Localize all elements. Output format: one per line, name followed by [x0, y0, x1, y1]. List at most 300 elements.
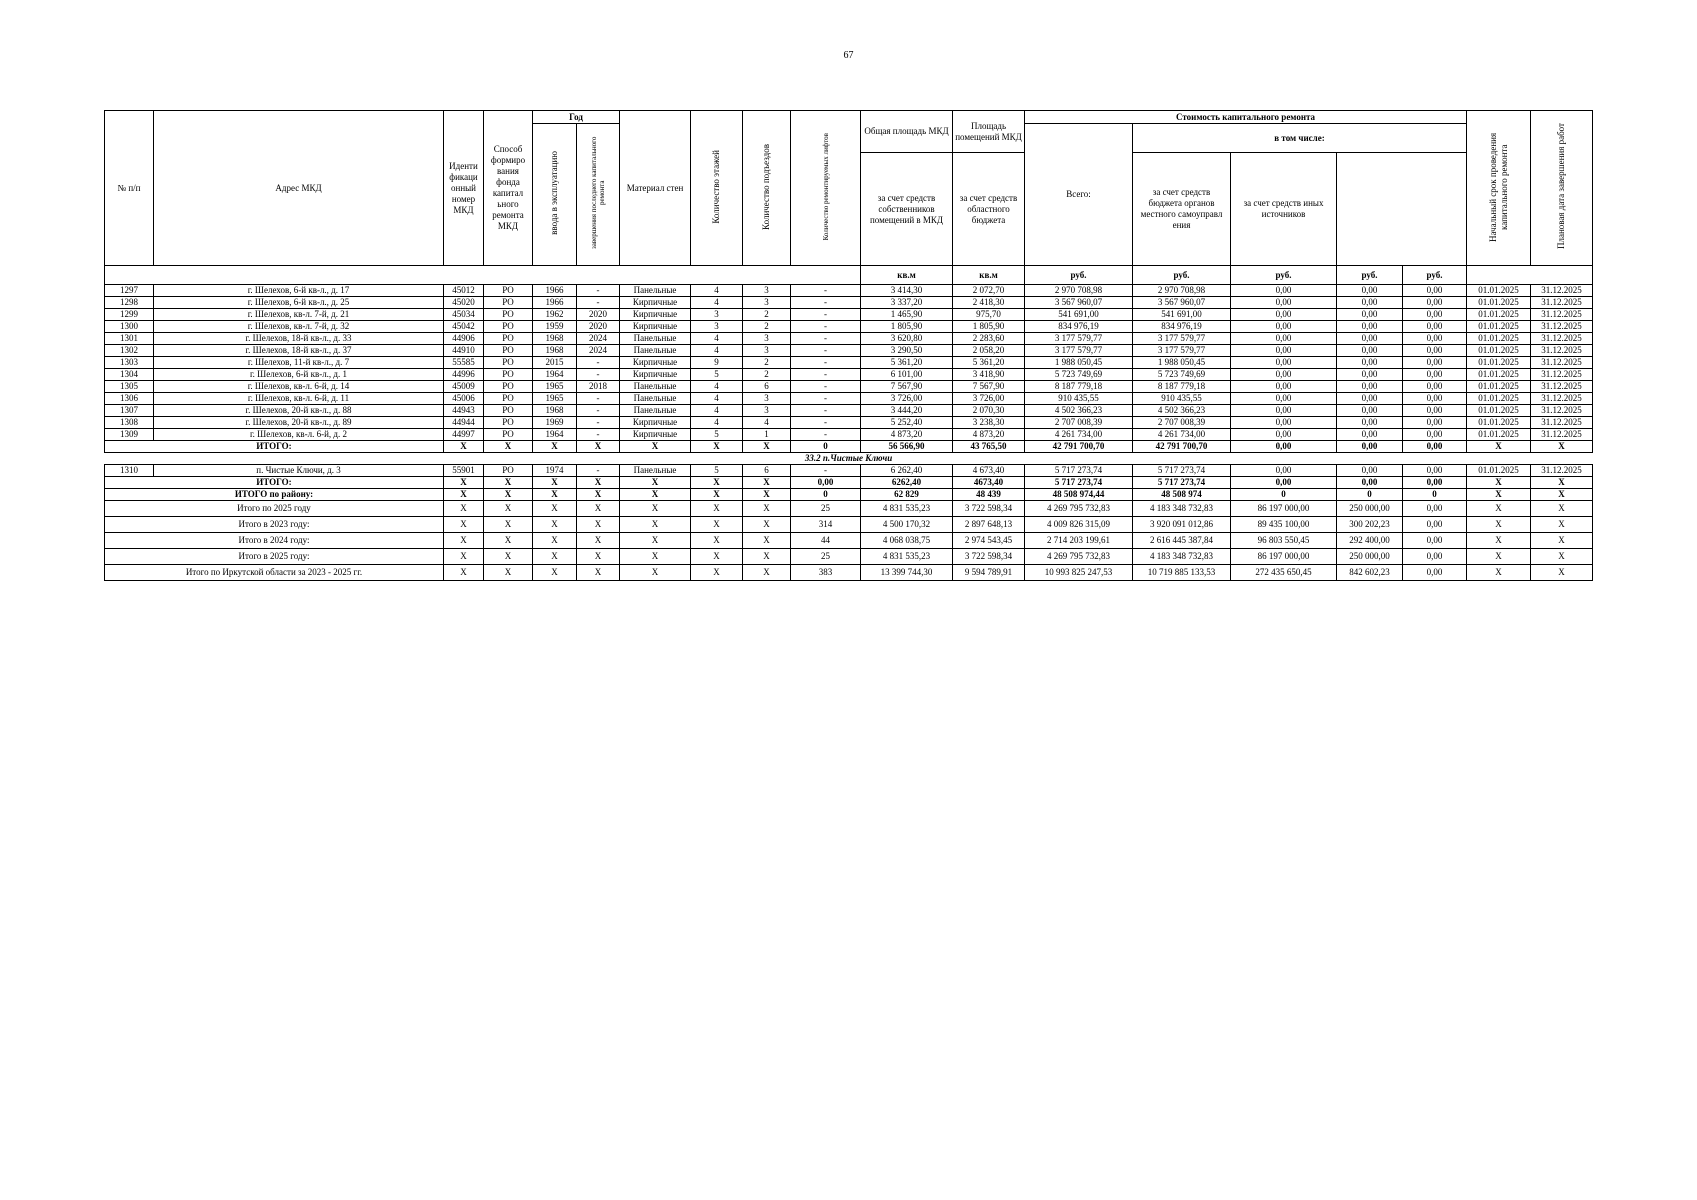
cell-entrances: 2: [743, 321, 791, 333]
cell-cost-other: 0,00: [1403, 345, 1467, 357]
total-x-mark: X: [1467, 565, 1531, 581]
cell-start-date: 01.01.2025: [1467, 405, 1531, 417]
cell-year-commission: 1966: [533, 285, 577, 297]
total-row: [105, 477, 1593, 489]
cell-cost-other: 0,00: [1403, 381, 1467, 393]
total-x-mark: X: [691, 549, 743, 565]
total-elevators: 383: [791, 565, 861, 581]
cell-year-commission: 1964: [533, 429, 577, 441]
header-elevators: Количество ремонтируемых лифтов: [791, 111, 861, 266]
total-x-mark: X: [620, 565, 691, 581]
cell-method: РО: [484, 393, 533, 405]
total-cost: 4 269 795 732,83: [1025, 549, 1133, 565]
total-row: [105, 517, 1593, 533]
cell-material: Кирпичные: [620, 309, 691, 321]
total-premises-area: 43 765,50: [953, 441, 1025, 453]
total-row: [105, 441, 1593, 453]
cell-cost-owners: 8 187 779,18: [1133, 381, 1231, 393]
total-x-mark: X: [743, 533, 791, 549]
cell-end-date: 31.12.2025: [1531, 297, 1593, 309]
cell-end-date: 31.12.2025: [1531, 381, 1593, 393]
cell-address: г. Шелехов, кв-л. 6-й, д. 2: [154, 429, 444, 441]
table-row: [105, 285, 1593, 297]
header-cost-local: за счет средств бюджета органов местного самоуправл ения: [1133, 153, 1231, 266]
cell-cost-other: 0,00: [1403, 417, 1467, 429]
cell-material: Панельные: [620, 393, 691, 405]
cell-total-area: 6 101,00: [861, 369, 953, 381]
cell-address: г. Шелехов, кв-л. 6-й, д. 14: [154, 381, 444, 393]
total-x-mark: X: [444, 501, 484, 517]
cell-year-commission: 1965: [533, 381, 577, 393]
cell-total-area: 3 620,80: [861, 333, 953, 345]
total-area: 62 829: [861, 489, 953, 501]
total-label: Итого по Иркутской области за 2023 - 2025 гг.: [105, 565, 444, 581]
total-row: [105, 489, 1593, 501]
cell-cost-other: 0,00: [1403, 309, 1467, 321]
cell-cost-owners: 5 723 749,69: [1133, 369, 1231, 381]
cell-address: г. Шелехов, 6-й кв-л., д. 1: [154, 369, 444, 381]
cell-num: 1298: [105, 297, 154, 309]
cell-num: 1310: [105, 465, 154, 477]
cell-cost-regional: 0,00: [1231, 309, 1337, 321]
cell-floors: 5: [691, 465, 743, 477]
total-label: Итого по 2025 году: [105, 501, 444, 517]
total-x-mark: X: [1467, 549, 1531, 565]
total-x-mark: X: [620, 501, 691, 517]
cell-entrances: 3: [743, 345, 791, 357]
total-row: [105, 549, 1593, 565]
total-x-mark: X: [1467, 517, 1531, 533]
total-x-mark: X: [444, 533, 484, 549]
total-x-mark: X: [484, 477, 533, 489]
total-x-mark: X: [743, 517, 791, 533]
cell-year-last-repair: -: [577, 393, 620, 405]
cell-cost-local: 0,00: [1337, 357, 1403, 369]
cell-premises-area: 7 567,90: [953, 381, 1025, 393]
total-x-mark: X: [484, 501, 533, 517]
table-row: [105, 309, 1593, 321]
cell-cost-total: 5 723 749,69: [1025, 369, 1133, 381]
total-x-mark: X: [691, 501, 743, 517]
cell-cost-local: 0,00: [1337, 345, 1403, 357]
total-x-mark: X: [691, 533, 743, 549]
cell-id: 44943: [444, 405, 484, 417]
total-x-mark: X: [1531, 501, 1593, 517]
cell-total-area: 3 337,20: [861, 297, 953, 309]
total-elevators: 44: [791, 533, 861, 549]
total-area: 4 500 170,32: [861, 517, 953, 533]
cell-num: 1300: [105, 321, 154, 333]
table-row: [105, 393, 1593, 405]
cell-cost-total: 1 988 050,45: [1025, 357, 1133, 369]
unit-cost-owners: руб.: [1133, 266, 1231, 285]
total-x-mark: X: [1467, 533, 1531, 549]
cell-year-last-repair: -: [577, 297, 620, 309]
total-cost-owners: 10 719 885 133,53: [1133, 565, 1231, 581]
total-x-mark: X: [533, 517, 577, 533]
header-method: Способ формиро вания фонда капитал ьного ремонта МКД: [484, 111, 533, 266]
total-label: ИТОГО:: [105, 477, 444, 489]
cell-cost-regional: 0,00: [1231, 393, 1337, 405]
cell-premises-area: 975,70: [953, 309, 1025, 321]
cell-method: РО: [484, 381, 533, 393]
cell-method: РО: [484, 357, 533, 369]
header-including: в том числе:: [1133, 124, 1467, 153]
cell-floors: 5: [691, 429, 743, 441]
total-cost-regional: 0,00: [1231, 477, 1337, 489]
unit-cost-other: руб.: [1403, 266, 1467, 285]
total-cost-local: 0: [1337, 489, 1403, 501]
cell-elevators: -: [791, 417, 861, 429]
total-cost-other: 0,00: [1403, 501, 1467, 517]
cell-start-date: 01.01.2025: [1467, 285, 1531, 297]
total-x-mark: X: [577, 501, 620, 517]
cell-year-last-repair: -: [577, 429, 620, 441]
total-x-mark: X: [577, 549, 620, 565]
cell-entrances: 3: [743, 297, 791, 309]
cell-cost-owners: 834 976,19: [1133, 321, 1231, 333]
total-cost-other: 0: [1403, 489, 1467, 501]
cell-total-area: 3 726,00: [861, 393, 953, 405]
table-row: [105, 333, 1593, 345]
cell-cost-total: 5 717 273,74: [1025, 465, 1133, 477]
total-x-mark: X: [1531, 517, 1593, 533]
total-x-mark: X: [620, 517, 691, 533]
total-x-mark: X: [444, 565, 484, 581]
total-x-mark: X: [1467, 489, 1531, 501]
total-cost: 4 009 826 315,09: [1025, 517, 1133, 533]
cell-elevators: -: [791, 381, 861, 393]
cell-entrances: 3: [743, 405, 791, 417]
cell-num: 1302: [105, 345, 154, 357]
total-x-mark: X: [444, 441, 484, 453]
cell-cost-regional: 0,00: [1231, 429, 1337, 441]
total-label: Итого в 2024 году:: [105, 533, 444, 549]
cell-cost-other: 0,00: [1403, 429, 1467, 441]
cell-id: 55585: [444, 357, 484, 369]
total-cost-other: 0,00: [1403, 549, 1467, 565]
cell-cost-owners: 5 717 273,74: [1133, 465, 1231, 477]
cell-entrances: 3: [743, 393, 791, 405]
cell-entrances: 2: [743, 369, 791, 381]
total-x-mark: X: [1531, 533, 1593, 549]
page-number: 67: [843, 50, 854, 61]
total-x-mark: X: [691, 489, 743, 501]
cell-cost-regional: 0,00: [1231, 405, 1337, 417]
cell-total-area: 3 290,50: [861, 345, 953, 357]
total-x-mark: X: [691, 565, 743, 581]
total-x-mark: X: [1531, 441, 1593, 453]
cell-address: г. Шелехов, кв-л. 6-й, д. 11: [154, 393, 444, 405]
cell-method: РО: [484, 405, 533, 417]
cell-address: г. Шелехов, 11-й кв-л., д. 7: [154, 357, 444, 369]
cell-method: РО: [484, 285, 533, 297]
cell-year-last-repair: 2018: [577, 381, 620, 393]
cell-cost-other: 0,00: [1403, 333, 1467, 345]
cell-year-commission: 1964: [533, 369, 577, 381]
total-cost-regional: 0,00: [1231, 441, 1337, 453]
cell-floors: 3: [691, 321, 743, 333]
cell-year-last-repair: 2020: [577, 321, 620, 333]
total-x-mark: X: [533, 565, 577, 581]
cell-end-date: 31.12.2025: [1531, 309, 1593, 321]
cell-num: 1308: [105, 417, 154, 429]
cell-year-last-repair: 2024: [577, 333, 620, 345]
cell-id: 44906: [444, 333, 484, 345]
cell-cost-owners: 541 691,00: [1133, 309, 1231, 321]
cell-total-area: 3 414,30: [861, 285, 953, 297]
total-premises-area: 3 722 598,34: [953, 501, 1025, 517]
cell-entrances: 2: [743, 357, 791, 369]
cell-floors: 4: [691, 417, 743, 429]
header-total-area: Общая площадь МКД: [861, 111, 953, 153]
total-elevators: 0: [791, 441, 861, 453]
total-x-mark: X: [577, 517, 620, 533]
cell-total-area: 5 361,20: [861, 357, 953, 369]
header-entrances: Количество подъездов: [743, 111, 791, 266]
total-cost-other: 0,00: [1403, 517, 1467, 533]
total-x-mark: X: [691, 517, 743, 533]
total-x-mark: X: [691, 477, 743, 489]
cell-cost-total: 910 435,55: [1025, 393, 1133, 405]
cell-elevators: -: [791, 429, 861, 441]
cell-cost-other: 0,00: [1403, 465, 1467, 477]
total-x-mark: X: [1467, 441, 1531, 453]
cell-material: Панельные: [620, 465, 691, 477]
cell-end-date: 31.12.2025: [1531, 465, 1593, 477]
header-cost-owners: за счет средств собственников помещений в МКД: [861, 153, 953, 266]
cell-cost-total: 3 177 579,77: [1025, 333, 1133, 345]
cell-elevators: -: [791, 357, 861, 369]
total-cost-regional: 86 197 000,00: [1231, 549, 1337, 565]
cell-cost-total: 834 976,19: [1025, 321, 1133, 333]
cell-address: г. Шелехов, кв-л. 7-й, д. 32: [154, 321, 444, 333]
total-x-mark: X: [620, 549, 691, 565]
cell-entrances: 2: [743, 309, 791, 321]
unit-cost-total: руб.: [1025, 266, 1133, 285]
cell-method: РО: [484, 369, 533, 381]
cell-id: 45006: [444, 393, 484, 405]
cell-num: 1307: [105, 405, 154, 417]
cell-floors: 5: [691, 369, 743, 381]
unit-cost-regional: руб.: [1231, 266, 1337, 285]
header-end-date: Плановая дата завершения работ: [1531, 111, 1593, 266]
cell-cost-owners: 4 261 734,00: [1133, 429, 1231, 441]
cell-cost-local: 0,00: [1337, 369, 1403, 381]
unit-premises-area: кв.м: [953, 266, 1025, 285]
total-cost: 48 508 974,44: [1025, 489, 1133, 501]
total-elevators: 25: [791, 549, 861, 565]
cell-year-last-repair: -: [577, 369, 620, 381]
cell-num: 1299: [105, 309, 154, 321]
total-elevators: 0: [791, 489, 861, 501]
cell-cost-owners: 1 988 050,45: [1133, 357, 1231, 369]
total-label: ИТОГО по району:: [105, 489, 444, 501]
cell-material: Кирпичные: [620, 429, 691, 441]
cell-cost-owners: 3 177 579,77: [1133, 345, 1231, 357]
cell-id: 45012: [444, 285, 484, 297]
cell-year-commission: 1966: [533, 297, 577, 309]
total-area: 4 068 038,75: [861, 533, 953, 549]
total-cost-owners: 5 717 273,74: [1133, 477, 1231, 489]
total-x-mark: X: [620, 441, 691, 453]
cell-elevators: -: [791, 405, 861, 417]
cell-cost-total: 8 187 779,18: [1025, 381, 1133, 393]
total-x-mark: X: [577, 489, 620, 501]
total-cost-local: 292 400,00: [1337, 533, 1403, 549]
cell-cost-local: 0,00: [1337, 393, 1403, 405]
cell-material: Панельные: [620, 285, 691, 297]
cell-start-date: 01.01.2025: [1467, 417, 1531, 429]
total-x-mark: X: [620, 477, 691, 489]
cell-start-date: 01.01.2025: [1467, 369, 1531, 381]
cell-start-date: 01.01.2025: [1467, 297, 1531, 309]
total-cost-other: 0,00: [1403, 565, 1467, 581]
cell-premises-area: 2 072,70: [953, 285, 1025, 297]
total-x-mark: X: [484, 533, 533, 549]
cell-num: 1304: [105, 369, 154, 381]
cell-elevators: -: [791, 345, 861, 357]
cell-cost-regional: 0,00: [1231, 381, 1337, 393]
cell-cost-local: 0,00: [1337, 417, 1403, 429]
cell-method: РО: [484, 465, 533, 477]
total-x-mark: X: [577, 441, 620, 453]
total-cost-owners: 4 183 348 732,83: [1133, 501, 1231, 517]
total-x-mark: X: [1467, 477, 1531, 489]
cell-cost-total: 3 567 960,07: [1025, 297, 1133, 309]
cell-start-date: 01.01.2025: [1467, 465, 1531, 477]
total-x-mark: X: [533, 477, 577, 489]
cell-cost-total: 3 177 579,77: [1025, 345, 1133, 357]
cell-cost-local: 0,00: [1337, 333, 1403, 345]
cell-total-area: 4 873,20: [861, 429, 953, 441]
total-cost-regional: 0: [1231, 489, 1337, 501]
table-header: [105, 111, 1593, 285]
cell-material: Панельные: [620, 381, 691, 393]
cell-start-date: 01.01.2025: [1467, 345, 1531, 357]
total-x-mark: X: [484, 549, 533, 565]
cell-cost-local: 0,00: [1337, 429, 1403, 441]
cell-year-commission: 1968: [533, 345, 577, 357]
cell-end-date: 31.12.2025: [1531, 429, 1593, 441]
cell-elevators: -: [791, 285, 861, 297]
cell-end-date: 31.12.2025: [1531, 417, 1593, 429]
total-cost-local: 0,00: [1337, 477, 1403, 489]
cell-year-commission: 1969: [533, 417, 577, 429]
units-spacer-end: [1467, 266, 1593, 285]
cell-cost-other: 0,00: [1403, 297, 1467, 309]
total-x-mark: X: [533, 489, 577, 501]
total-area: 4 831 535,23: [861, 501, 953, 517]
cell-material: Кирпичные: [620, 417, 691, 429]
cell-address: г. Шелехов, 18-й кв-л., д. 33: [154, 333, 444, 345]
cell-total-area: 3 444,20: [861, 405, 953, 417]
cell-address: п. Чистые Ключи, д. 3: [154, 465, 444, 477]
header-year-last-repair: завершения последнего капитального ремонта: [577, 124, 620, 266]
total-label: Итого в 2023 году:: [105, 517, 444, 533]
cell-cost-local: 0,00: [1337, 321, 1403, 333]
cell-id: 55901: [444, 465, 484, 477]
cell-cost-total: 4 502 366,23: [1025, 405, 1133, 417]
cell-material: Кирпичные: [620, 297, 691, 309]
cell-end-date: 31.12.2025: [1531, 357, 1593, 369]
cell-elevators: -: [791, 309, 861, 321]
total-cost-owners: 4 183 348 732,83: [1133, 549, 1231, 565]
cell-premises-area: 2 418,30: [953, 297, 1025, 309]
total-x-mark: X: [533, 549, 577, 565]
total-cost-regional: 272 435 650,45: [1231, 565, 1337, 581]
total-cost-local: 250 000,00: [1337, 501, 1403, 517]
total-elevators: 25: [791, 501, 861, 517]
cell-elevators: -: [791, 393, 861, 405]
cell-year-last-repair: -: [577, 405, 620, 417]
total-elevators: 0,00: [791, 477, 861, 489]
cell-address: г. Шелехов, 20-й кв-л., д. 89: [154, 417, 444, 429]
table-row: [105, 417, 1593, 429]
total-cost-regional: 96 803 550,45: [1231, 533, 1337, 549]
cell-floors: 4: [691, 393, 743, 405]
cell-floors: 9: [691, 357, 743, 369]
cell-entrances: 6: [743, 465, 791, 477]
cell-floors: 4: [691, 285, 743, 297]
header-floors: Количество этажей: [691, 111, 743, 266]
cell-address: г. Шелехов, 18-й кв-л., д. 37: [154, 345, 444, 357]
total-cost-owners: 3 920 091 012,86: [1133, 517, 1231, 533]
cell-year-last-repair: -: [577, 465, 620, 477]
total-row: [105, 501, 1593, 517]
cell-cost-local: 0,00: [1337, 405, 1403, 417]
cell-premises-area: 5 361,20: [953, 357, 1025, 369]
units-spacer: [105, 266, 861, 285]
cell-premises-area: 2 283,60: [953, 333, 1025, 345]
header-cost-regional: за счет средств областного бюджета: [953, 153, 1025, 266]
cell-entrances: 4: [743, 417, 791, 429]
cell-cost-regional: 0,00: [1231, 369, 1337, 381]
cell-year-last-repair: 2020: [577, 309, 620, 321]
cell-material: Панельные: [620, 345, 691, 357]
cell-cost-total: 4 261 734,00: [1025, 429, 1133, 441]
cell-method: РО: [484, 333, 533, 345]
total-x-mark: X: [1531, 477, 1593, 489]
total-cost-owners: 42 791 700,70: [1133, 441, 1231, 453]
cell-entrances: 1: [743, 429, 791, 441]
cell-floors: 3: [691, 309, 743, 321]
cell-cost-owners: 3 177 579,77: [1133, 333, 1231, 345]
cell-cost-local: 0,00: [1337, 381, 1403, 393]
cell-cost-regional: 0,00: [1231, 333, 1337, 345]
cell-cost-regional: 0,00: [1231, 297, 1337, 309]
total-x-mark: X: [1531, 549, 1593, 565]
cell-num: 1309: [105, 429, 154, 441]
total-cost-other: 0,00: [1403, 441, 1467, 453]
total-x-mark: X: [533, 441, 577, 453]
total-cost-local: 250 000,00: [1337, 549, 1403, 565]
cell-address: г. Шелехов, 20-й кв-л., д. 88: [154, 405, 444, 417]
table-row: [105, 465, 1593, 477]
table-row: [105, 321, 1593, 333]
total-cost-local: 300 202,23: [1337, 517, 1403, 533]
total-x-mark: X: [484, 489, 533, 501]
table-row: [105, 357, 1593, 369]
cell-year-commission: 1959: [533, 321, 577, 333]
cell-cost-other: 0,00: [1403, 357, 1467, 369]
cell-method: РО: [484, 417, 533, 429]
cell-cost-total: 541 691,00: [1025, 309, 1133, 321]
cell-cost-other: 0,00: [1403, 369, 1467, 381]
cell-num: 1306: [105, 393, 154, 405]
cell-elevators: -: [791, 333, 861, 345]
total-x-mark: X: [1531, 489, 1593, 501]
